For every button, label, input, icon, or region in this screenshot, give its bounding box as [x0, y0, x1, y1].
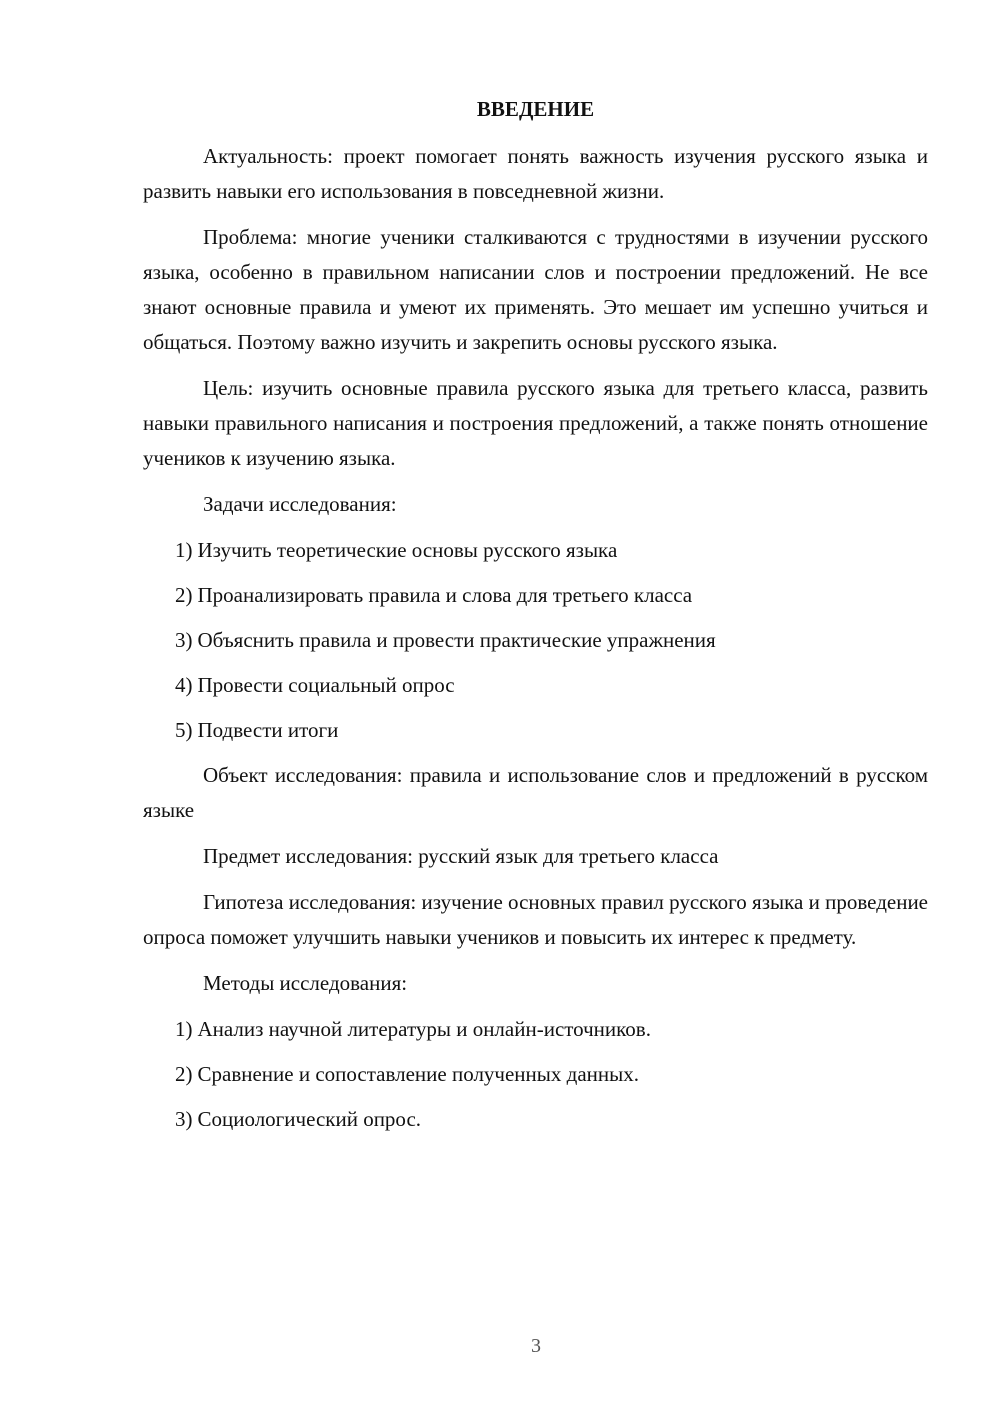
- problem-paragraph: Проблема: многие ученики сталкиваются с трудностями в изучении русского языка, особенно в правильном написании слов и построении предложений. Не все знают основные правила и умеют их применять. Это мешает им успешно учиться и общаться. Поэтому важно изучить и закрепить основы русского языка.: [143, 225, 928, 354]
- list-item-number: 5): [175, 718, 193, 742]
- list-item-text: Проанализировать правила и слова для третьего класса: [197, 583, 693, 607]
- list-item: [143, 1102, 928, 1137]
- list-item-text: Изучить теоретические основы русского языка: [197, 538, 618, 562]
- goal-paragraph: Цель: изучить основные правила русского языка для третьего класса, развить навыки правильного написания и построения предложений, а также понять отношение учеников к изучению языка.: [143, 376, 928, 470]
- tasks-heading: Задачи исследования:: [203, 492, 397, 516]
- list-item-text: Подвести итоги: [197, 718, 339, 742]
- list-item-number: 2): [175, 583, 193, 607]
- page-content: [143, 92, 928, 1147]
- object-paragraph: Объект исследования: правила и использование слов и предложений в русском языке: [143, 763, 928, 822]
- list-item: [143, 1012, 928, 1047]
- list-item-number: 3): [175, 628, 193, 652]
- list-item: [143, 623, 928, 658]
- list-item-number: 2): [175, 1062, 193, 1086]
- list-item-number: 3): [175, 1107, 193, 1131]
- list-item-number: 1): [175, 1017, 193, 1041]
- list-item-text: Сравнение и сопоставление полученных данных.: [197, 1062, 639, 1086]
- page-title: ВВЕДЕНИЕ: [476, 97, 595, 121]
- tasks-list: [143, 533, 928, 748]
- list-item: [143, 533, 928, 568]
- methods-list: [143, 1012, 928, 1137]
- subject-paragraph: Предмет исследования: русский язык для третьего класса: [203, 844, 719, 868]
- list-item-number: 1): [175, 538, 193, 562]
- list-item-text: Провести социальный опрос: [197, 673, 455, 697]
- list-item: [143, 578, 928, 613]
- list-item-text: Объяснить правила и провести практические упражнения: [197, 628, 716, 652]
- methods-heading: Методы исследования:: [203, 971, 408, 995]
- page-number: 3: [531, 1335, 541, 1357]
- relevance-paragraph: Актуальность: проект помогает понять важность изучения русского языка и развить навыки его использования в повседневной жизни.: [143, 144, 928, 203]
- list-item: [143, 1057, 928, 1092]
- list-item-text: Анализ научной литературы и онлайн-источников.: [197, 1017, 651, 1041]
- hypothesis-paragraph: Гипотеза исследования: изучение основных правил русского языка и проведение опроса поможет улучшить навыки учеников и повысить их интерес к предмету.: [143, 890, 928, 949]
- list-item-text: Социологический опрос.: [197, 1107, 422, 1131]
- list-item: [143, 713, 928, 748]
- list-item-number: 4): [175, 673, 193, 697]
- list-item: [143, 668, 928, 703]
